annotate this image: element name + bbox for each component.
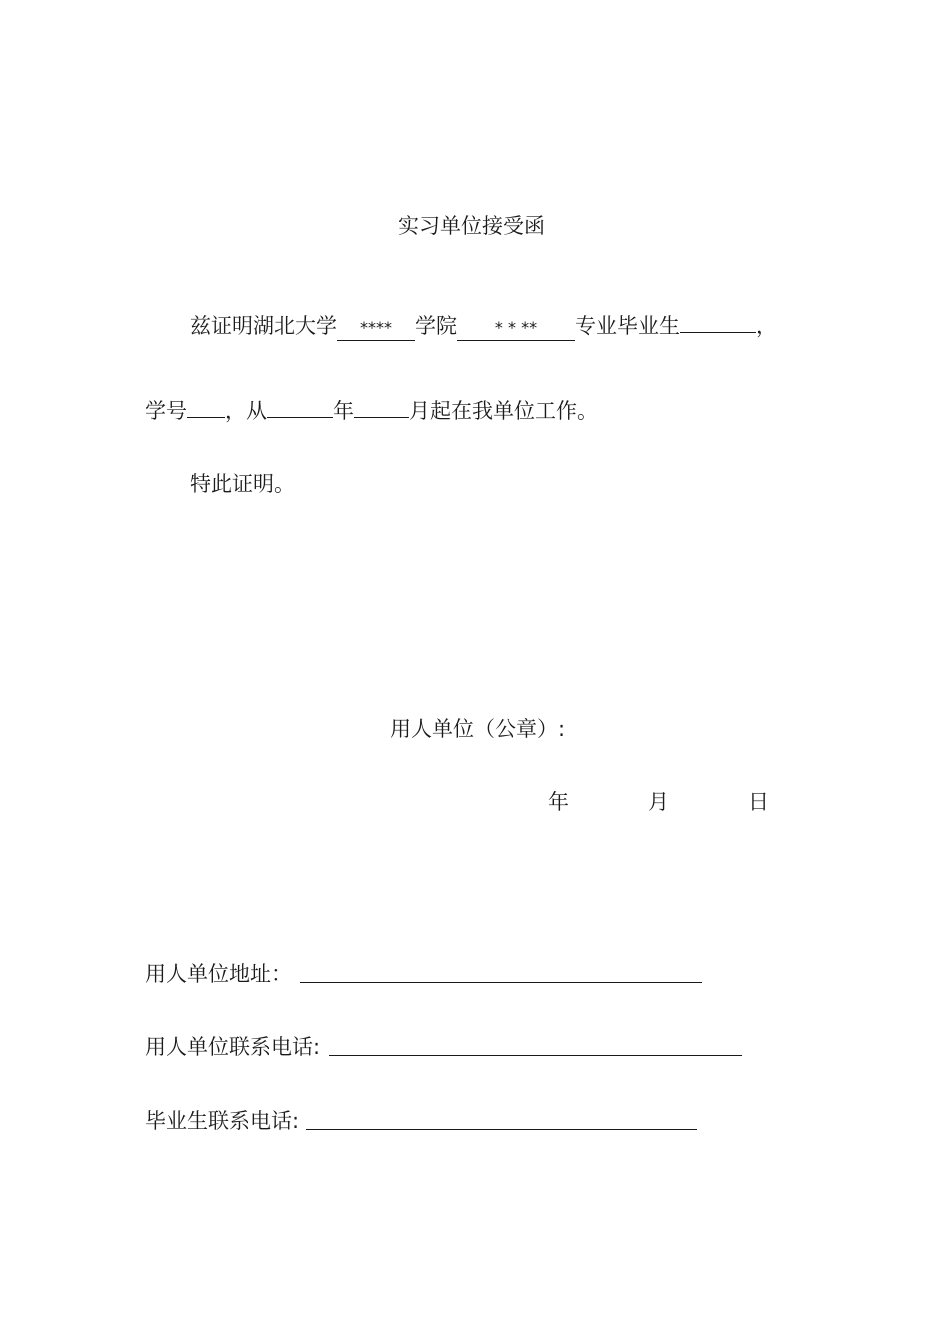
graduate-phone-label: 毕业生联系电话: [145,1109,300,1133]
unit-address-field[interactable] [300,982,702,983]
certify-line-1 [190,311,777,341]
graduate-name-blank[interactable] [680,311,756,333]
major-value: * * ** [494,318,538,337]
date-year: 年 [548,790,569,814]
start-month-blank[interactable] [354,396,409,418]
certify-line-2 [145,396,598,425]
graduate-phone-field[interactable] [306,1129,697,1130]
major-label: 专业毕业生 [575,314,680,338]
page-title: 实习单位接受函 [398,214,545,238]
college-blank[interactable] [337,319,415,341]
student-id-label: 学号 [145,399,187,423]
certify-prefix: 兹证明湖北大学 [190,314,337,338]
major-blank[interactable] [457,319,575,341]
unit-phone-field[interactable] [329,1055,742,1056]
college-value: **** [360,318,392,337]
year-label: 年 [333,399,354,423]
closing-text: 特此证明。 [190,472,295,496]
unit-seal-label: 用人单位（公章）: [390,717,566,741]
student-id-blank[interactable] [187,396,225,418]
from-text: ，从 [225,399,267,423]
month-tail: 月起在我单位工作。 [409,399,598,423]
unit-address-label: 用人单位地址： [145,962,292,986]
date-month: 月 [648,790,669,814]
unit-phone-label: 用人单位联系电话: [145,1035,321,1059]
college-label: 学院 [415,314,457,338]
line1-comma: ， [756,314,777,338]
start-year-blank[interactable] [267,396,333,418]
date-day: 日 [748,790,769,814]
